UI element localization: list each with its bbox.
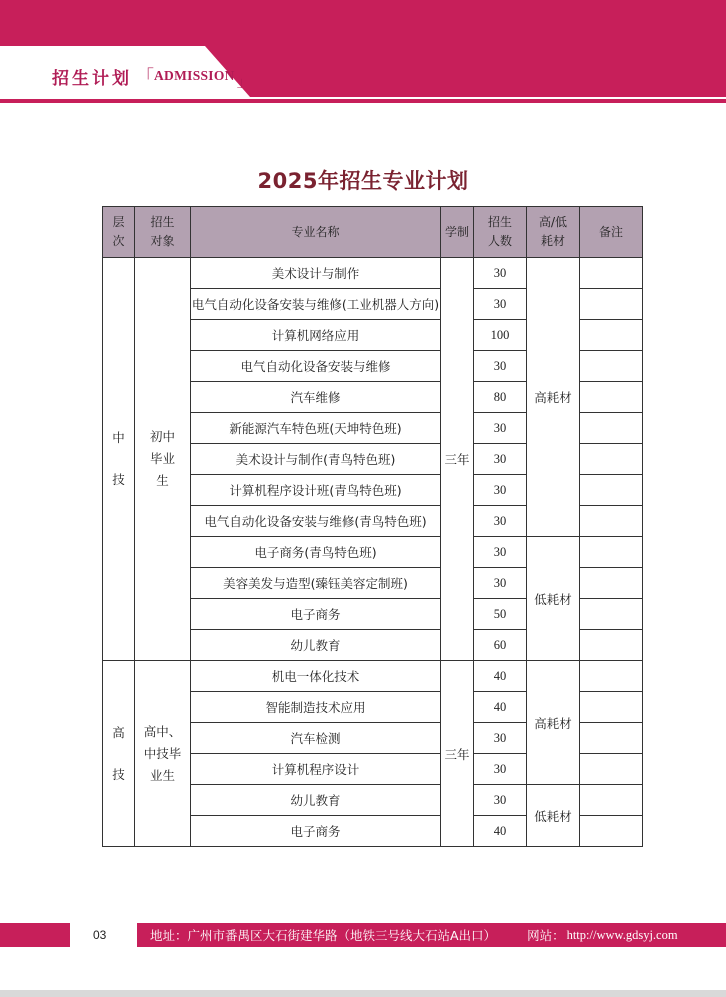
table-header-row <box>103 207 643 258</box>
count-cell: 40 <box>474 816 527 847</box>
level-cell <box>103 258 135 661</box>
major-cell: 新能源汽车特色班(天坤特色班) <box>191 413 441 444</box>
note-cell <box>580 289 643 320</box>
page-title: 2025年招生专业计划 <box>257 169 469 193</box>
header-note: 备注 <box>580 207 643 258</box>
major-cell: 电气自动化设备安装与维修(工业机器人方向) <box>191 289 441 320</box>
major-cell: 电气自动化设备安装与维修 <box>191 351 441 382</box>
note-cell <box>580 723 643 754</box>
footer-accent <box>0 923 70 947</box>
header-count <box>474 207 527 258</box>
count-cell: 30 <box>474 351 527 382</box>
level-cell <box>103 661 135 847</box>
header-consumption-label: 高/低耗材 <box>538 215 568 248</box>
major-cell: 美术设计与制作(青鸟特色班) <box>191 444 441 475</box>
note-cell <box>580 599 643 630</box>
page-number: 03 <box>93 928 107 942</box>
table-row <box>103 258 643 289</box>
note-cell <box>580 785 643 816</box>
major-cell: 幼儿教育 <box>191 630 441 661</box>
header-cn-title: 招生计划 <box>52 68 132 89</box>
note-cell <box>580 258 643 289</box>
count-cell: 30 <box>474 475 527 506</box>
consumption-cell: 高耗材 <box>527 661 580 785</box>
count-cell: 30 <box>474 444 527 475</box>
major-cell: 美容美发与造型(臻钰美容定制班) <box>191 568 441 599</box>
duration-cell: 三年 <box>441 258 474 661</box>
target-label: 高中、中技毕业生 <box>143 723 182 783</box>
header-title <box>52 62 251 90</box>
enrollment-plan-table <box>102 206 643 847</box>
consumption-cell: 低耗材 <box>527 785 580 847</box>
footer-website-link[interactable]: http://www.gdsyj.com <box>566 927 678 942</box>
note-cell <box>580 320 643 351</box>
level-label: 高技 <box>112 724 125 782</box>
major-cell: 计算机程序设计 <box>191 754 441 785</box>
count-cell: 30 <box>474 723 527 754</box>
header-count-label: 招生人数 <box>487 215 512 248</box>
count-cell: 30 <box>474 506 527 537</box>
header-consumption <box>527 207 580 258</box>
note-cell <box>580 816 643 847</box>
note-cell <box>580 692 643 723</box>
header-target-label: 招生对象 <box>150 215 175 248</box>
footer-bar <box>137 923 726 947</box>
note-cell <box>580 475 643 506</box>
count-cell: 30 <box>474 258 527 289</box>
header-level-label: 层次 <box>112 215 125 248</box>
count-cell: 50 <box>474 599 527 630</box>
note-cell <box>580 444 643 475</box>
major-cell: 计算机网络应用 <box>191 320 441 351</box>
note-cell <box>580 568 643 599</box>
note-cell <box>580 351 643 382</box>
level-label: 中技 <box>112 430 125 487</box>
footer-address: 地址：广州市番禺区大石街建华路（地铁三号线大石站A出口） <box>150 928 497 943</box>
duration-cell: 三年 <box>441 661 474 847</box>
major-cell: 计算机程序设计班(青鸟特色班) <box>191 475 441 506</box>
major-cell: 幼儿教育 <box>191 785 441 816</box>
note-cell <box>580 661 643 692</box>
note-cell <box>580 537 643 568</box>
bottom-strip <box>0 990 726 997</box>
header-duration: 学制 <box>441 207 474 258</box>
major-cell: 美术设计与制作 <box>191 258 441 289</box>
note-cell <box>580 382 643 413</box>
target-cell <box>135 258 191 661</box>
header-target <box>135 207 191 258</box>
target-label: 初中毕业生 <box>149 429 175 488</box>
header-en-title: ADMISSION <box>154 68 235 83</box>
header-bracket-right: 」 <box>236 75 251 91</box>
consumption-cell: 高耗材 <box>527 258 580 537</box>
header-bracket-left: 「 <box>136 67 154 88</box>
major-cell: 电气自动化设备安装与维修(青鸟特色班) <box>191 506 441 537</box>
count-cell: 30 <box>474 754 527 785</box>
header-level <box>103 207 135 258</box>
count-cell: 40 <box>474 692 527 723</box>
count-cell: 80 <box>474 382 527 413</box>
footer-website-label: 网站： <box>527 928 565 943</box>
note-cell <box>580 630 643 661</box>
count-cell: 40 <box>474 661 527 692</box>
note-cell <box>580 754 643 785</box>
count-cell: 30 <box>474 785 527 816</box>
note-cell <box>580 506 643 537</box>
header-major: 专业名称 <box>191 207 441 258</box>
major-cell: 电子商务 <box>191 816 441 847</box>
count-cell: 60 <box>474 630 527 661</box>
consumption-cell: 低耗材 <box>527 537 580 661</box>
major-cell: 汽车检测 <box>191 723 441 754</box>
table-row <box>103 661 643 692</box>
major-cell: 电子商务(青鸟特色班) <box>191 537 441 568</box>
count-cell: 30 <box>474 289 527 320</box>
note-cell <box>580 413 643 444</box>
major-cell: 机电一体化技术 <box>191 661 441 692</box>
count-cell: 30 <box>474 537 527 568</box>
count-cell: 30 <box>474 413 527 444</box>
count-cell: 100 <box>474 320 527 351</box>
major-cell: 汽车维修 <box>191 382 441 413</box>
count-cell: 30 <box>474 568 527 599</box>
major-cell: 智能制造技术应用 <box>191 692 441 723</box>
target-cell <box>135 661 191 847</box>
table-body <box>103 258 643 847</box>
major-cell: 电子商务 <box>191 599 441 630</box>
